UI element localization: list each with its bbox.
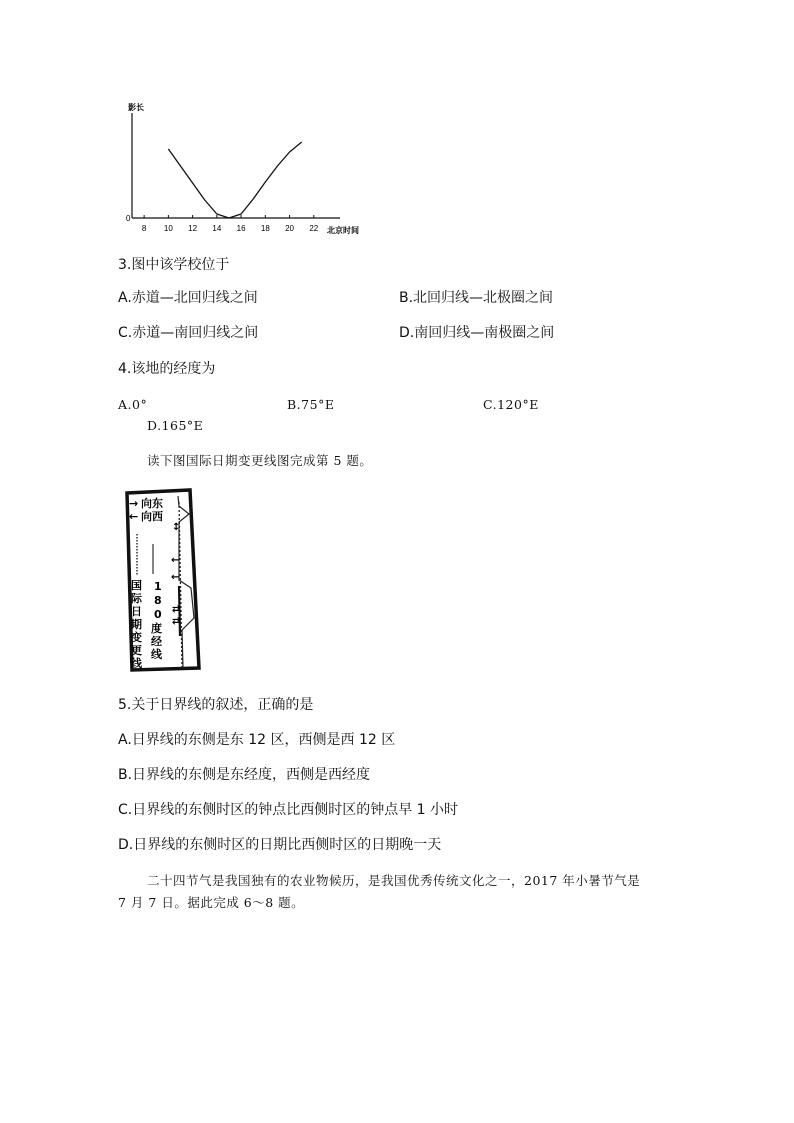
- intro-q6-8-line2: 7 月 7 日。据此完成 6～8 题。: [118, 895, 305, 910]
- idl-label-2: 日: [131, 605, 142, 618]
- q3-stem: 3.图中该学校位于: [118, 257, 230, 273]
- meridian-label-1: 8: [154, 594, 162, 607]
- arrow-mark-3: ←: [171, 572, 180, 583]
- legend-west-arrow: ←: [129, 510, 139, 523]
- q4-option-d: D.165°E: [147, 418, 204, 433]
- x-tick-label-2: 12: [188, 224, 198, 233]
- q4-stem: 4.该地的经度为: [118, 361, 216, 377]
- q5-option-c: C.日界线的东侧时区的钟点比西侧时区的钟点早 1 小时: [118, 802, 459, 818]
- meridian-label-0: 1: [154, 580, 162, 593]
- q4-option-c: C.120°E: [483, 397, 539, 412]
- arrow-mark-5: ⇄: [172, 616, 181, 627]
- meridian-label-4: 经: [151, 635, 162, 648]
- legend-west-label: 向西: [141, 510, 163, 523]
- idl-label-3: 期: [131, 618, 142, 631]
- arrow-mark-1: ↕: [172, 522, 181, 533]
- q4-option-b: B.75°E: [287, 397, 335, 412]
- idl-label-6: 线: [131, 657, 142, 670]
- series-line-0: [168, 142, 301, 218]
- y-axis-label: 影长: [128, 103, 144, 112]
- q3-option-a: A.赤道—北回归线之间: [118, 290, 258, 306]
- x-tick-label-5: 18: [260, 224, 270, 233]
- x-tick-label-1: 10: [163, 224, 173, 233]
- legend-east-arrow: →: [129, 497, 139, 510]
- shadow-length-chart: [112, 95, 372, 240]
- meridian-label-3: 度: [151, 622, 162, 635]
- q3-option-c: C.赤道—南回归线之间: [118, 325, 259, 341]
- q3-option-b: B.北回归线—北极圈之间: [399, 290, 554, 306]
- q5-option-d: D.日界线的东侧时区的日期比西侧时区的日期晚一天: [118, 837, 442, 853]
- q5-stem: 5.关于日界线的叙述，正确的是: [118, 697, 314, 713]
- idl-label-4: 变: [131, 631, 142, 644]
- q5-option-a: A.日界线的东侧是东 12 区，西侧是西 12 区: [118, 732, 396, 748]
- arrow-mark-2: ←: [171, 555, 180, 566]
- idl-label-0: 国: [131, 579, 142, 592]
- x-tick-label-7: 22: [309, 224, 319, 233]
- q5-option-b: B.日界线的东侧是东经度，西侧是西经度: [118, 767, 371, 783]
- q3-option-d: D.南回归线—南极圈之间: [399, 325, 555, 341]
- x-tick-label-6: 20: [285, 224, 295, 233]
- y-tick-0: 0: [126, 214, 131, 223]
- q4-option-a: A.0°: [118, 397, 148, 412]
- idl-label-5: 更: [131, 644, 142, 657]
- meridian-label-5: 线: [151, 648, 162, 661]
- date-line-figure: [122, 488, 204, 672]
- x-tick-label-3: 14: [212, 224, 222, 233]
- intro-q6-8-line1: 二十四节气是我国独有的农业物候历，是我国优秀传统文化之一，2017 年小暑节气是: [147, 873, 641, 888]
- meridian-label-2: 0: [154, 608, 162, 621]
- legend-east-label: 向东: [141, 497, 163, 510]
- x-tick-label-0: 8: [141, 224, 147, 233]
- chart-marks: [132, 113, 340, 233]
- idl-label-1: 际: [131, 592, 142, 605]
- arrow-mark-4: ⇄: [172, 604, 181, 615]
- chart-svg: [112, 95, 372, 240]
- x-axis-label: 北京时间: [327, 226, 359, 235]
- x-tick-label-4: 16: [236, 224, 246, 233]
- intro-q5: 读下图国际日期变更线图完成第 5 题。: [147, 453, 373, 468]
